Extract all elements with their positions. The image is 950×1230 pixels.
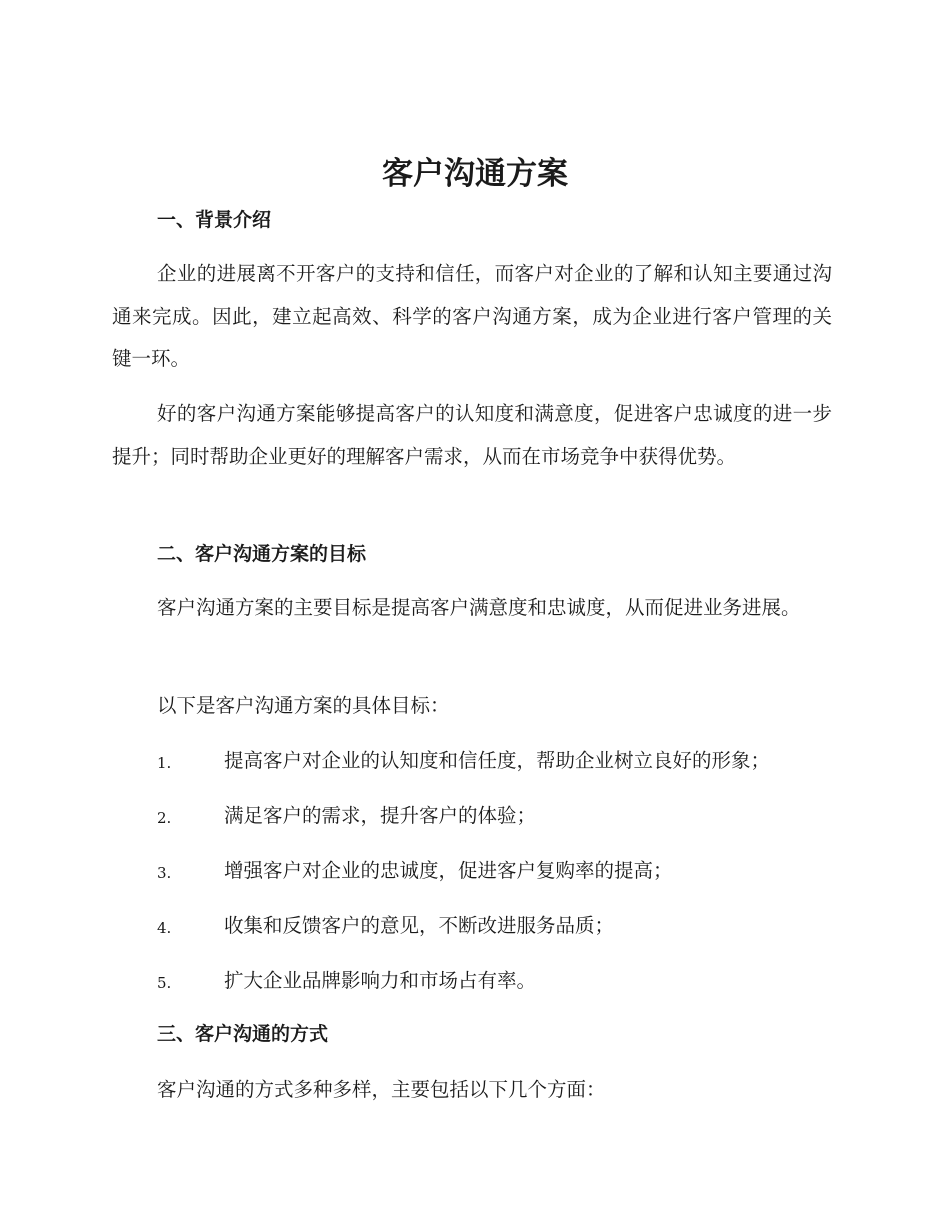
list-number: 4. (157, 919, 172, 937)
list-text: 收集和反馈客户的意见，不断改进服务品质； (224, 914, 615, 937)
document-title: 客户沟通方案 (382, 156, 568, 192)
paragraph-background-2: 好的客户沟通方案能够提高客户的认知度和满意度，促进客户忠诚度的进一步提升；同时帮助企业更好的理解客户需求，从而在市场竞争中获得优势。 (112, 402, 832, 468)
list-number: 3. (157, 864, 172, 882)
paragraph-background-1: 企业的进展离不开客户的支持和信任，而客户对企业的了解和认知主要通过沟通来完成。因此，建立起高效、科学的客户沟通方案，成为企业进行客户管理的关键一环。 (112, 262, 832, 370)
list-text: 满足客户的需求，提升客户的体验； (224, 804, 537, 827)
list-number: 5. (157, 974, 172, 992)
list-text: 增强客户对企业的忠诚度，促进客户复购率的提高； (224, 859, 673, 882)
section-heading-goals: 二、客户沟通方案的目标 (157, 543, 367, 565)
section-heading-background: 一、背景介绍 (157, 209, 272, 231)
list-text: 提高客户对企业的认知度和信任度，帮助企业树立良好的形象； (224, 749, 771, 772)
goals-intro: 以下是客户沟通方案的具体目标： (157, 694, 450, 717)
list-number: 1. (157, 754, 172, 772)
methods-intro: 客户沟通的方式多种多样，主要包括以下几个方面： (157, 1078, 606, 1101)
paragraph-goals: 客户沟通方案的主要目标是提高客户满意度和忠诚度，从而促进业务进展。 (157, 596, 801, 619)
section-heading-methods: 三、客户沟通的方式 (157, 1023, 329, 1045)
list-number: 2. (157, 809, 172, 827)
list-text: 扩大企业品牌影响力和市场占有率。 (224, 969, 537, 992)
